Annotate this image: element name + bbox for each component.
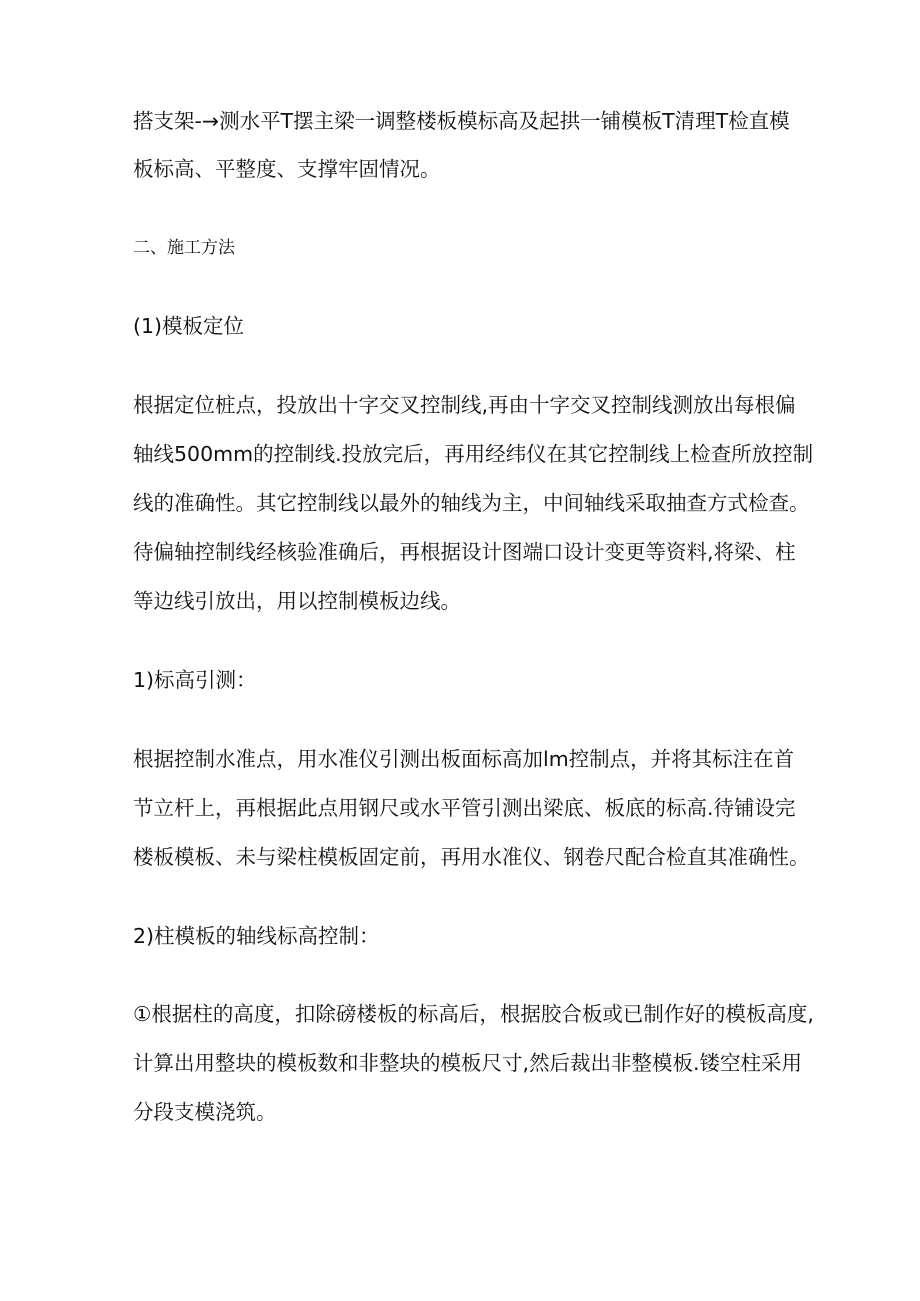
intro-line-2: 板标高、平整度、支撑牢固情况。 <box>133 157 441 181</box>
subsection-1-line-5: 等边线引放出，用以控制模板边线。 <box>133 589 461 613</box>
subsection-1-heading: (1)模板定位 <box>133 314 245 338</box>
item-2-line-2: 计算出用整块的模板数和非整块的模板尺寸,然后裁出非整模板.镂空柱采用 <box>133 1051 803 1075</box>
item-1-line-3: 楼板模板、未与梁柱模板固定前，再用水准仪、钢卷尺配合检直其准确性。 <box>133 845 810 869</box>
section-heading: 二、施工方法 <box>133 238 235 258</box>
item-2-line-3: 分段支模浇筑。 <box>133 1100 277 1124</box>
item-1-line-1: 根据控制水准点，用水准仪引测出板面标高加lm控制点，并将其标注在首 <box>133 747 795 771</box>
item-1-line-2: 节立杆上，再根据此点用钢尺或水平管引测出梁底、板底的标高.待铺设完 <box>133 796 796 820</box>
subsection-1-line-4: 待偏轴控制线经核验准确后，再根据设计图端口设计变更等资料,将梁、柱 <box>133 540 796 564</box>
intro-line-1: 搭支架-→测水平T摆主梁一调整楼板模标高及起拱一铺模板T清理T检直模 <box>133 109 790 133</box>
item-1-heading: 1)标高引测： <box>133 668 257 692</box>
item-2-line-1: ①根据柱的高度，扣除磅楼板的标高后，根据胶合板或已制作好的模板高度, <box>133 1002 814 1026</box>
item-2-heading: 2)柱模板的轴线标高控制： <box>133 924 380 948</box>
subsection-1-line-3: 线的准确性。其它控制线以最外的轴线为主，中间轴线采取抽查方式检查。 <box>133 491 810 515</box>
subsection-1-line-1: 根据定位桩点，投放出十字交叉控制线,再由十字交叉控制线测放出每根偏 <box>133 393 796 417</box>
subsection-1-line-2: 轴线500mm的控制线.投放完后，再用经纬仪在其它控制线上检查所放控制 <box>133 442 814 466</box>
